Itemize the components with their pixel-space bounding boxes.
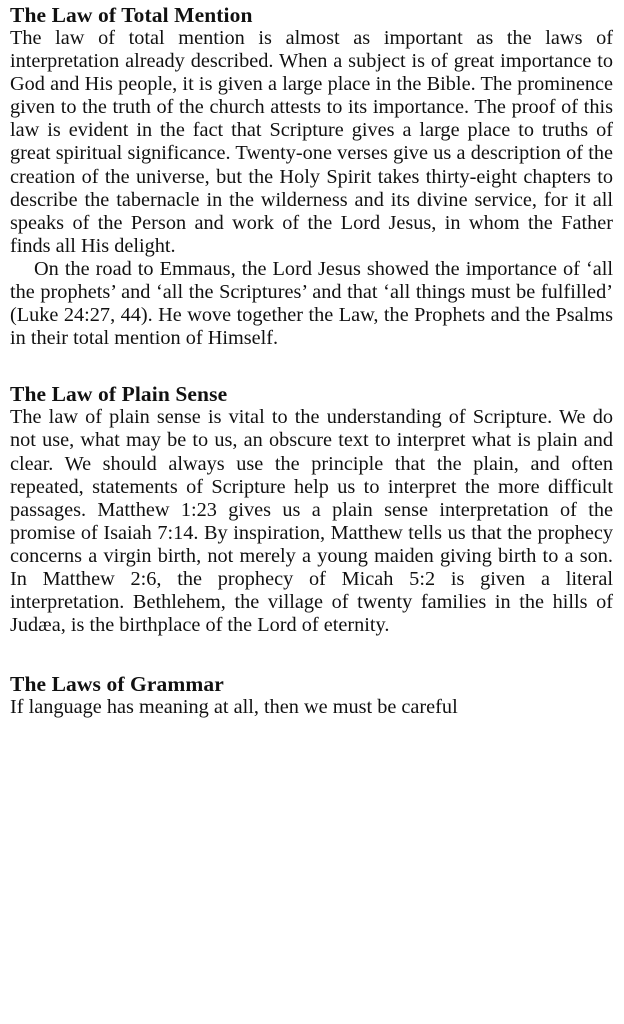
section-spacer (10, 350, 613, 383)
paragraph: The law of plain sense is vital to the understanding of Scripture. We do not use, what may be to us, an obscure text to interpret what is plain and clear. We should always use the principle that the plain, and often repeated, statements of Scripture help us to interpret the more difficult passages. Matthew 1:23 gives us a plain sense interpretation of the promise of Isaiah 7:14. By inspiration, Matthew tells us that the prophecy concerns a virgin birth, not merely a young maiden giving birth to a son. In Matthew 2:6, the prophecy of Micah 5:2 is given a literal interpretation. Bethlehem, the village of twenty families in the hills of Judæa, is the birthplace of the Lord of eternity. (10, 406, 613, 637)
section-heading: The Laws of Grammar (10, 672, 224, 697)
paragraph: The law of total mention is almost as important as the laws of interpretation already described. When a subject is of great importance to God and His people, it is given a large place in the Bible. The prominence given to the truth of the church attests to its importance. The proof of this law is evident in the fact that Scripture gives a large place to truths of great spiritual significance. Twenty-one verses give us a description of the creation of the universe, but the Holy Spirit takes thirty-eight chapters to describe the tabernacle in the wilderness and its divine service, for it all speaks of the Person and work of the Lord Jesus, in whom the Father finds all His delight. (10, 27, 613, 257)
section-spacer (10, 637, 613, 673)
paragraph: If language has meaning at all, then we must be careful (10, 696, 458, 719)
document-page (10, 4, 613, 719)
section-heading: The Law of Total Mention (10, 3, 253, 27)
section-plain-sense (10, 383, 613, 637)
section-total-mention (10, 4, 613, 350)
section-heading: The Law of Plain Sense (10, 382, 228, 407)
paragraph: On the road to Emmaus, the Lord Jesus showed the importance of ‘all the prophets’ and ‘all the Scriptures’ and that ‘all things must be fulfilled’ (Luke 24:27, 44). He wove together the Law, the Prophets and the Psalms in their total mention of Himself. (10, 257, 613, 350)
section-grammar (10, 673, 613, 719)
